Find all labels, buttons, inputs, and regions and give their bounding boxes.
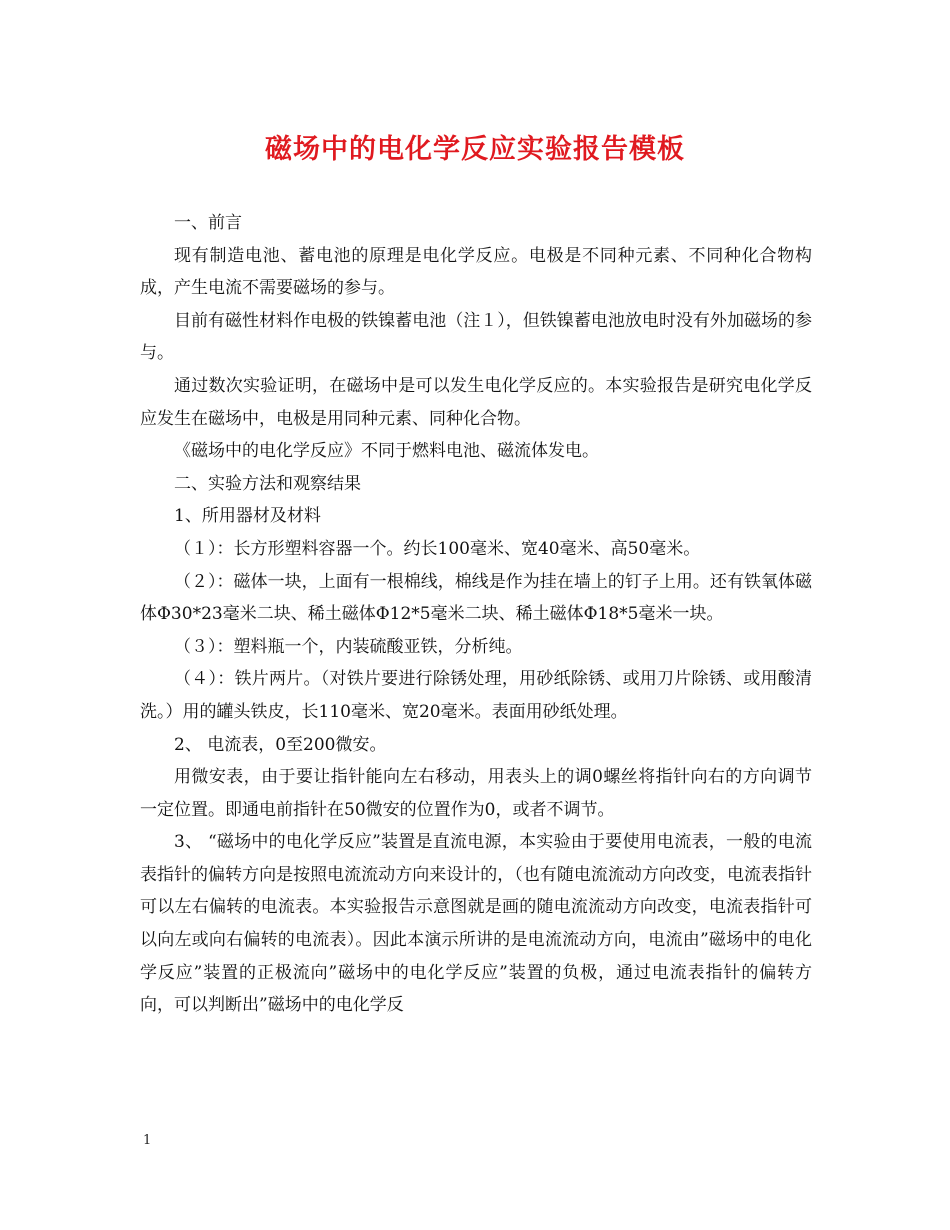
list-item: （３）：塑料瓶一个，内装硫酸亚铁，分析纯。 [174,636,523,657]
document-title: 磁场中的电化学反应实验报告模板 [265,134,685,165]
section-heading-preface: 一、前言 [174,213,242,233]
subsection-heading-materials: 1、所用器材及材料 [174,506,321,527]
section-heading-methods: 二、实验方法和观察结果 [174,473,361,494]
paragraph: 通过数次实验证明，在磁场中是可以发生电化学反应的。本实验报告是研究电化学反应发生在磁场中，电极是用同种元素、同种化合物。 [140,375,812,429]
paragraph: 《磁场中的电化学反应》不同于燃料电池、磁流体发电。 [174,441,599,462]
paragraph: 3、 “磁场中的电化学反应”装置是直流电源，本实验由于要使用电流表，一般的电流表指针的偏转方向是按照电流流动方向来设计的，（也有随电流流动方向改变，电流表指针可以左右偏转的电流表。本实验报告示意图就是画的随电流流动方向改变，电流表指针可以向左或向右偏转的电流表）。因此本演示所讲的是电流流动方向，电流由”磁场中的电化学反应”装置的正极流向”磁场中的电化学反应”装置的负极，通过电流表指针的偏转方向，可以判断出”磁场中的电化学反 [140,832,812,1016]
list-item: （１）：长方形塑料容器一个。约长100毫米、宽40毫米、高50毫米。 [174,538,701,559]
paragraph: 现有制造电池、蓄电池的原理是电化学反应。电极是不同种元素、不同种化合物构成，产生电流不需要磁场的参与。 [140,245,812,299]
subsection-heading-ammeter: 2、 电流表，0至200微安。 [174,734,387,755]
list-item: （２）：磁体一块，上面有一根棉线，棉线是作为挂在墙上的钉子上用。还有铁氧体磁体Φ30*23毫米二块、稀土磁体Φ12*5毫米二块、稀土磁体Φ18*5毫米一块。 [140,571,812,625]
list-item: （４）：铁片两片。（对铁片要进行除锈处理，用砂纸除锈、或用刀片除锈、或用酸清洗。）用的罐头铁皮，长110毫米、宽20毫米。表面用砂纸处理。 [140,669,812,722]
paragraph: 目前有磁性材料作电极的铁镍蓄电池（注１），但铁镍蓄电池放电时没有外加磁场的参与。 [140,310,812,364]
document-body [140,207,812,1022]
paragraph: 用微安表，由于要让指针能向左右移动，用表头上的调0螺丝将指针向右的方向调节一定位置。即通电前指针在50微安的位置作为0，或者不调节。 [140,767,812,820]
page-number: 1 [143,1133,152,1148]
